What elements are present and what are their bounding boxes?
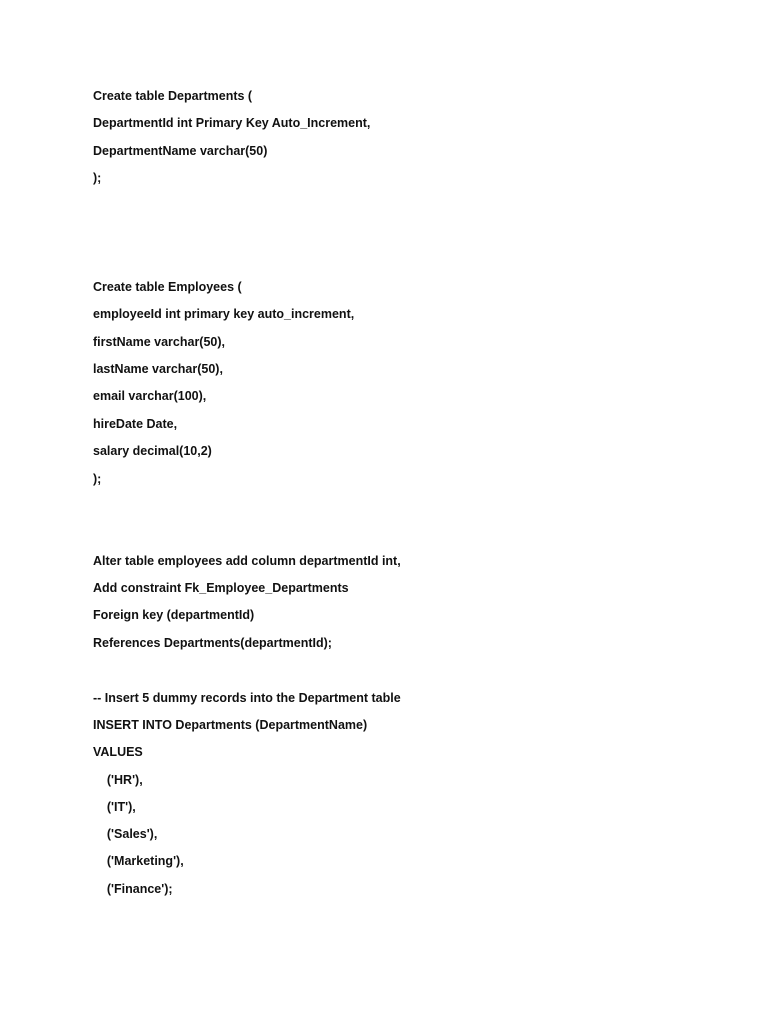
code-line: ('Finance'); [93, 882, 173, 896]
code-comment-line: -- Insert 5 dummy records into the Department table [93, 691, 401, 705]
code-line: VALUES [93, 745, 143, 759]
code-line: ); [93, 171, 102, 185]
code-line: ('HR'), [93, 773, 143, 787]
code-line: Alter table employees add column departmentId int, [93, 554, 401, 568]
code-line: INSERT INTO Departments (DepartmentName) [93, 718, 368, 732]
code-line: ('IT'), [93, 800, 136, 814]
code-line: Add constraint Fk_Employee_Departments [93, 581, 349, 595]
code-line: lastName varchar(50), [93, 362, 223, 376]
code-line: ('Sales'), [93, 827, 158, 841]
code-line: Create table Employees ( [93, 280, 242, 294]
code-line: Foreign key (departmentId) [93, 608, 255, 622]
code-line: ); [93, 472, 102, 486]
code-line: employeeId int primary key auto_increment, [93, 307, 355, 321]
code-line: email varchar(100), [93, 389, 207, 403]
code-line: Create table Departments ( [93, 89, 253, 103]
code-line: ('Marketing'), [93, 854, 184, 868]
code-line: DepartmentName varchar(50) [93, 144, 268, 158]
code-line: DepartmentId int Primary Key Auto_Increment, [93, 116, 371, 130]
code-line: hireDate Date, [93, 417, 178, 431]
code-line: References Departments(departmentId); [93, 636, 332, 650]
code-line: firstName varchar(50), [93, 335, 226, 349]
code-line: salary decimal(10,2) [93, 444, 212, 458]
